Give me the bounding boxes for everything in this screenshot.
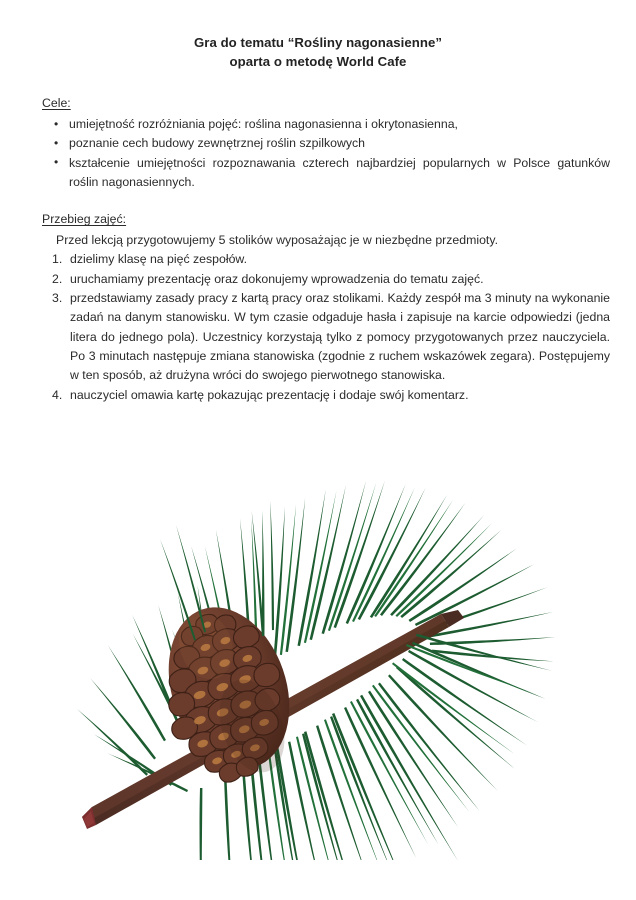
- procedure-step: przedstawiamy zasady pracy z kartą pracy oraz stolikami. Każdy zespół ma 3 minuty na wykonanie zadań na danym stanowisku. W tym czasie odgaduje hasła i zapisuje na karcie odpowiedzi (jedna litera do jednego pola). Uczestnicy korzystają tylko z pomocy przygotowanych przez nauczyciela. Po 3 minutach następuje zmiana stanowiska (zgodnie z ruchem wskazówek zegara). Postępujemy w ten sposób, aż drużyna wróci do swojego pierwotnego stanowiska.: [70, 291, 610, 383]
- goals-list-item: • kształcenie umiejętności rozpoznawania czterech najbardziej popularnych w Polsce gatunków roślin nagonasiennych.: [42, 154, 610, 193]
- document-title: [0, 33, 636, 71]
- procedure-heading: Przebieg zajęć:: [42, 212, 127, 227]
- document-body: [42, 95, 610, 405]
- title-line-1: Gra do tematu “Rośliny nagonasienne”: [193, 35, 442, 50]
- goals-list: [42, 115, 610, 192]
- section-spacer: [42, 192, 610, 211]
- title-line-2: oparta o metodę World Cafe: [229, 54, 407, 69]
- procedure-step: dzielimy klasę na pięć zespołów.: [70, 252, 248, 267]
- needle-cluster-right-upper: [415, 561, 556, 662]
- procedure-step: uruchamiamy prezentację oraz dokonujemy wprowadzenia do tematu zajęć.: [70, 271, 484, 286]
- goals-list-item: • poznanie cech budowy zewnętrznej roślin szpilkowych: [42, 134, 610, 153]
- goals-list-item: • umiejętność rozróżniania pojęć: roślina nagonasienna i okrytonasienna,: [42, 115, 610, 134]
- procedure-step: nauczyciel omawia kartę pokazując prezentację i dodaje swój komentarz.: [70, 387, 469, 402]
- goals-heading: Cele:: [42, 96, 71, 110]
- pine-branch-illustration: [60, 440, 600, 860]
- procedure-steps-list: [42, 250, 610, 404]
- pine-branch-svg: [60, 440, 600, 860]
- procedure-intro: Przed lekcją przygotowujemy 5 stolików wyposażając je w niezbędne przedmioty.: [56, 233, 498, 248]
